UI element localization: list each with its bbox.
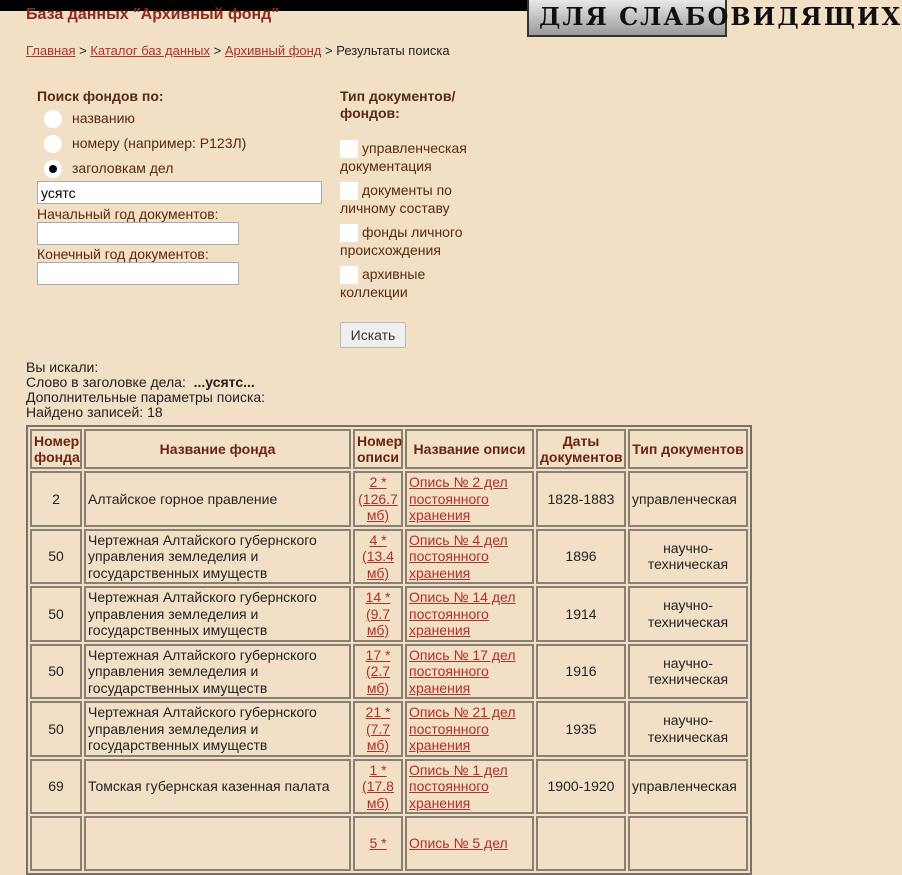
end-year-input[interactable] (37, 262, 239, 285)
start-year-label: Начальный год документов: (37, 206, 219, 222)
col-opis-name: Название описи (405, 429, 534, 469)
breadcrumb-catalog[interactable]: Каталог баз данных (90, 43, 211, 58)
radio-button[interactable] (44, 135, 62, 153)
radio-by-case-titles[interactable] (44, 156, 246, 181)
dates: 1896 (536, 529, 626, 585)
checkbox-personal-origin[interactable] (340, 224, 490, 266)
fond-number: 69 (30, 759, 82, 815)
opis-name-link[interactable]: Опись № 1 дел постоянного хранения (409, 761, 508, 811)
dates: 1916 (536, 644, 626, 700)
doc-type: управленческая (628, 759, 748, 815)
opis-number-link[interactable]: 2 * (126.7 мб) (358, 474, 398, 523)
fond-number: 50 (30, 644, 82, 700)
page-title: База данных "Архивный фонд" (26, 6, 279, 23)
doc-type: научно-техническая (628, 529, 748, 585)
col-fond-name: Название фонда (84, 429, 351, 469)
breadcrumb-sep: > (325, 43, 333, 58)
opis-number-link[interactable]: 21 * (7.7 мб) (365, 704, 391, 753)
dates: 1828-1883 (536, 471, 626, 527)
fond-name: Чертежная Алтайского губернского управления земледелия и государственных имуществ (84, 529, 351, 585)
opis-name-link[interactable]: Опись № 17 дел постоянного хранения (409, 646, 516, 696)
search-query-input[interactable] (37, 181, 322, 204)
dates (536, 816, 626, 871)
summary-line: Дополнительные параметры поиска: (26, 389, 266, 405)
fond-number: 2 (30, 471, 82, 527)
opis-number-link[interactable]: 5 * (369, 835, 387, 852)
summary-line: Вы искали: (26, 359, 99, 375)
records-found: Найдено записей: 18 (26, 404, 163, 420)
fond-name: Алтайское горное правление (84, 471, 351, 527)
low-vision-version-button[interactable]: ДЛЯ СЛАБОВИДЯЩИХ (527, 0, 727, 37)
table-row (30, 529, 748, 585)
col-type: Тип документов (628, 429, 748, 469)
end-year-label: Конечный год документов: (37, 246, 209, 262)
checkbox-personnel[interactable] (340, 182, 490, 224)
search-by-heading: Поиск фондов по: (37, 88, 164, 104)
checkbox-label: архивные коллекции (340, 266, 426, 301)
breadcrumb-sep: > (79, 43, 87, 58)
search-button[interactable]: Искать (340, 322, 406, 348)
opis-name-link[interactable]: Опись № 21 дел постоянного хранения (409, 704, 516, 753)
breadcrumb (26, 43, 450, 58)
dates: 1900-1920 (536, 759, 626, 815)
checkbox-label: фонды личного происхождения (340, 224, 463, 259)
opis-name-link[interactable]: Опись № 4 дел постоянного хранения (409, 531, 508, 581)
doc-type: научно-техническая (628, 701, 748, 757)
checkbox-label: управленческая документация (340, 140, 467, 175)
results-table (26, 425, 752, 875)
checkbox[interactable] (340, 266, 358, 284)
checkbox[interactable] (340, 224, 358, 242)
fond-number (30, 816, 82, 871)
table-row (30, 471, 748, 527)
opis-name-link[interactable]: Опись № 2 дел постоянного хранения (409, 474, 508, 523)
checkbox-collections[interactable] (340, 266, 490, 308)
fond-name: Чертежная Алтайского губернского управления земледелия и государственных имуществ (84, 644, 351, 700)
dates: 1935 (536, 701, 626, 757)
radio-label: заголовкам дел (72, 160, 174, 176)
doc-type: научно-техническая (628, 644, 748, 700)
fond-name: Чертежная Алтайского губернского управления земледелия и государственных имуществ (84, 586, 351, 642)
table-row (30, 701, 748, 757)
radio-label: названию (72, 110, 135, 126)
table-row (30, 644, 748, 700)
doc-type: управленческая (628, 471, 748, 527)
checkbox-label: документы по личному составу (340, 182, 452, 217)
table-row (30, 816, 748, 871)
radio-by-name[interactable] (44, 106, 246, 131)
opis-number-link[interactable]: 4 * (13.4 мб) (362, 531, 394, 581)
col-fond-number: Номер фонда (30, 429, 82, 469)
radio-button-selected[interactable] (44, 160, 62, 178)
fond-number: 50 (30, 586, 82, 642)
table-row (30, 586, 748, 642)
breadcrumb-archive[interactable]: Архивный фонд (224, 43, 322, 58)
opis-number-link[interactable]: 14 * (9.7 мб) (365, 589, 391, 638)
table-row (30, 759, 748, 815)
keyword-label: Слово в заголовке дела: (26, 374, 186, 390)
opis-name-link[interactable]: Опись № 14 дел постоянного хранения (409, 589, 516, 638)
radio-by-number[interactable] (44, 131, 246, 156)
doc-type-options (340, 140, 490, 308)
doc-type (628, 816, 748, 871)
radio-button[interactable] (44, 110, 62, 128)
breadcrumb-sep: > (213, 43, 222, 58)
fond-name: Чертежная Алтайского губернского управления земледелия и государственных имуществ (84, 701, 351, 757)
checkbox[interactable] (340, 182, 358, 200)
doc-type: научно-техническая (628, 586, 748, 642)
fond-name (84, 816, 351, 871)
keyword-value: ...усятс... (193, 374, 255, 390)
radio-label: номеру (например: Р123Л) (72, 135, 247, 151)
breadcrumb-home[interactable]: Главная (26, 43, 76, 58)
fond-number: 50 (30, 701, 82, 757)
fond-name: Томская губернская казенная палата (84, 759, 351, 815)
summary-keyword (26, 375, 265, 390)
checkbox[interactable] (340, 140, 358, 158)
breadcrumb-current: Результаты поиска (336, 43, 450, 58)
col-opis-number: Номер описи (353, 429, 403, 469)
start-year-input[interactable] (37, 222, 239, 245)
opis-name-link[interactable]: Опись № 5 дел (409, 835, 508, 852)
dates: 1914 (536, 586, 626, 642)
search-by-options (44, 106, 246, 181)
col-dates: Даты документов (536, 429, 626, 469)
opis-number-link[interactable]: 17 * (2.7 мб) (365, 646, 391, 696)
doc-type-heading: Тип документов/ фондов: (340, 88, 456, 121)
fond-number: 50 (30, 529, 82, 585)
search-summary (26, 360, 265, 420)
opis-number-link[interactable]: 1 * (17.8 мб) (362, 761, 394, 811)
checkbox-management[interactable] (340, 140, 490, 182)
